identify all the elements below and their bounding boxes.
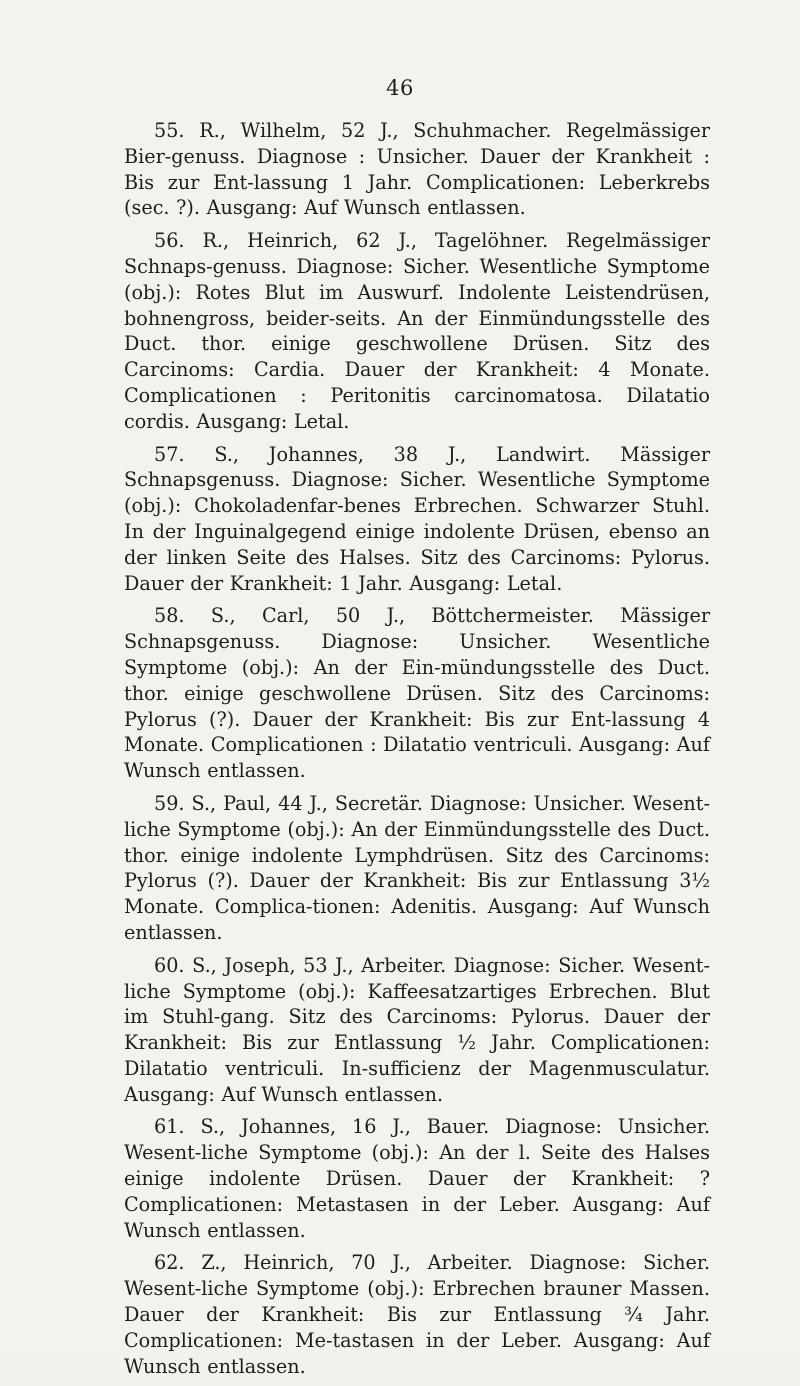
case-entry-57 (124, 442, 710, 597)
case-number: 61. (154, 1115, 185, 1139)
case-text: S., Johannes, 38 J., Landwirt. Mässiger Schnapsgenuss. Diagnose: Sicher. Wesentliche Symptome (obj.): Chokoladenfar-benes Erbrechen. Schwarzer Stuhl. In der Inguinalgegend einige indolente Drüsen, ebenso an der linken Seite des Halses. Sitz des Carcinoms: Pylorus. Dauer der Krankheit: 1 Jahr. Ausgang: Letal. (124, 442, 710, 595)
case-list (124, 118, 710, 1386)
case-entry-55 (124, 118, 710, 221)
case-text: S., Johannes, 16 J., Bauer. Diagnose: Unsicher. Wesent-liche Symptome (obj.): An der l. Seite des Halses einige indolente Drüsen. Dauer der Krankheit: ? Complicationen: Metastasen in der Leber. Ausgang: Auf Wunsch entlassen. (124, 1115, 710, 1242)
case-text: S., Paul, 44 J., Secretär. Diagnose: Unsicher. Wesent-liche Symptome (obj.): An der Einmündungsstelle des Duct. thor. einige indolente Lymphdrüsen. Sitz des Carcinoms: Pylorus (?). Dauer der Krankheit: Bis zur Entlassung 3½ Monate. Complica-tionen: Adenitis. Ausgang: Auf Wunsch entlassen. (124, 791, 710, 944)
case-entry-62 (124, 1250, 710, 1379)
case-number: 60. (154, 953, 185, 977)
case-number: 57. (154, 442, 185, 466)
case-entry-60 (124, 953, 710, 1108)
case-entry-58 (124, 603, 710, 784)
case-text: R., Wilhelm, 52 J., Schuhmacher. Regelmässiger Bier-genuss. Diagnose : Unsicher. Dauer der Krankheit : Bis zur Ent-lassung 1 Jahr. Complicationen: Leberkrebs (sec. ?). Ausgang: Auf Wunsch entlassen. (124, 119, 710, 220)
case-number: 56. (154, 229, 185, 253)
page-number: 46 (386, 76, 414, 100)
case-number: 62. (154, 1251, 185, 1275)
case-entry-56 (124, 228, 710, 434)
case-entry-59 (124, 791, 710, 946)
case-number: 55. (154, 119, 185, 142)
case-text: R., Heinrich, 62 J., Tagelöhner. Regelmässiger Schnaps-genuss. Diagnose: Sicher. Wesentliche Symptome (obj.): Rotes Blut im Auswurf. Indolente Leistendrüsen, bohnengross, beider-seits. An der Einmündungsstelle des Duct. thor. einige geschwollene Drüsen. Sitz des Carcinoms: Cardia. Dauer der Krankheit: 4 Monate. Complicationen : Peritonitis carcinomatosa. Dilatatio cordis. Ausgang: Letal. (124, 229, 710, 433)
case-entry-61 (124, 1114, 710, 1243)
case-number: 59. (154, 791, 185, 815)
case-number: 58. (154, 604, 185, 628)
case-text: S., Joseph, 53 J., Arbeiter. Diagnose: Sicher. Wesent-liche Symptome (obj.): Kaffeesatzartiges Erbrechen. Blut im Stuhl-gang. Sitz des Carcinoms: Pylorus. Dauer der Krankheit: Bis zur Entlassung ½ Jahr. Complicationen: Dilatatio ventriculi. In-sufficienz der Magenmusculatur. Ausgang: Auf Wunsch entlassen. (124, 953, 710, 1106)
case-text: Z., Heinrich, 70 J., Arbeiter. Diagnose: Sicher. Wesent-liche Symptome (obj.): Erbrechen brauner Massen. Dauer der Krankheit: Bis zur Entlassung ¾ Jahr. Complicationen: Me-tastasen in der Leber. Ausgang: Auf Wunsch entlassen. (124, 1251, 710, 1378)
case-text: S., Carl, 50 J., Böttchermeister. Mässiger Schnapsgenuss. Diagnose: Unsicher. Wesentliche Symptome (obj.): An der Ein-mündungsstelle des Duct. thor. einige geschwollene Drüsen. Sitz des Carcinoms: Pylorus (?). Dauer der Krankheit: Bis zur Ent-lassung 4 Monate. Complicationen : Dilatatio ventriculi. Ausgang: Auf Wunsch entlassen. (124, 604, 710, 783)
